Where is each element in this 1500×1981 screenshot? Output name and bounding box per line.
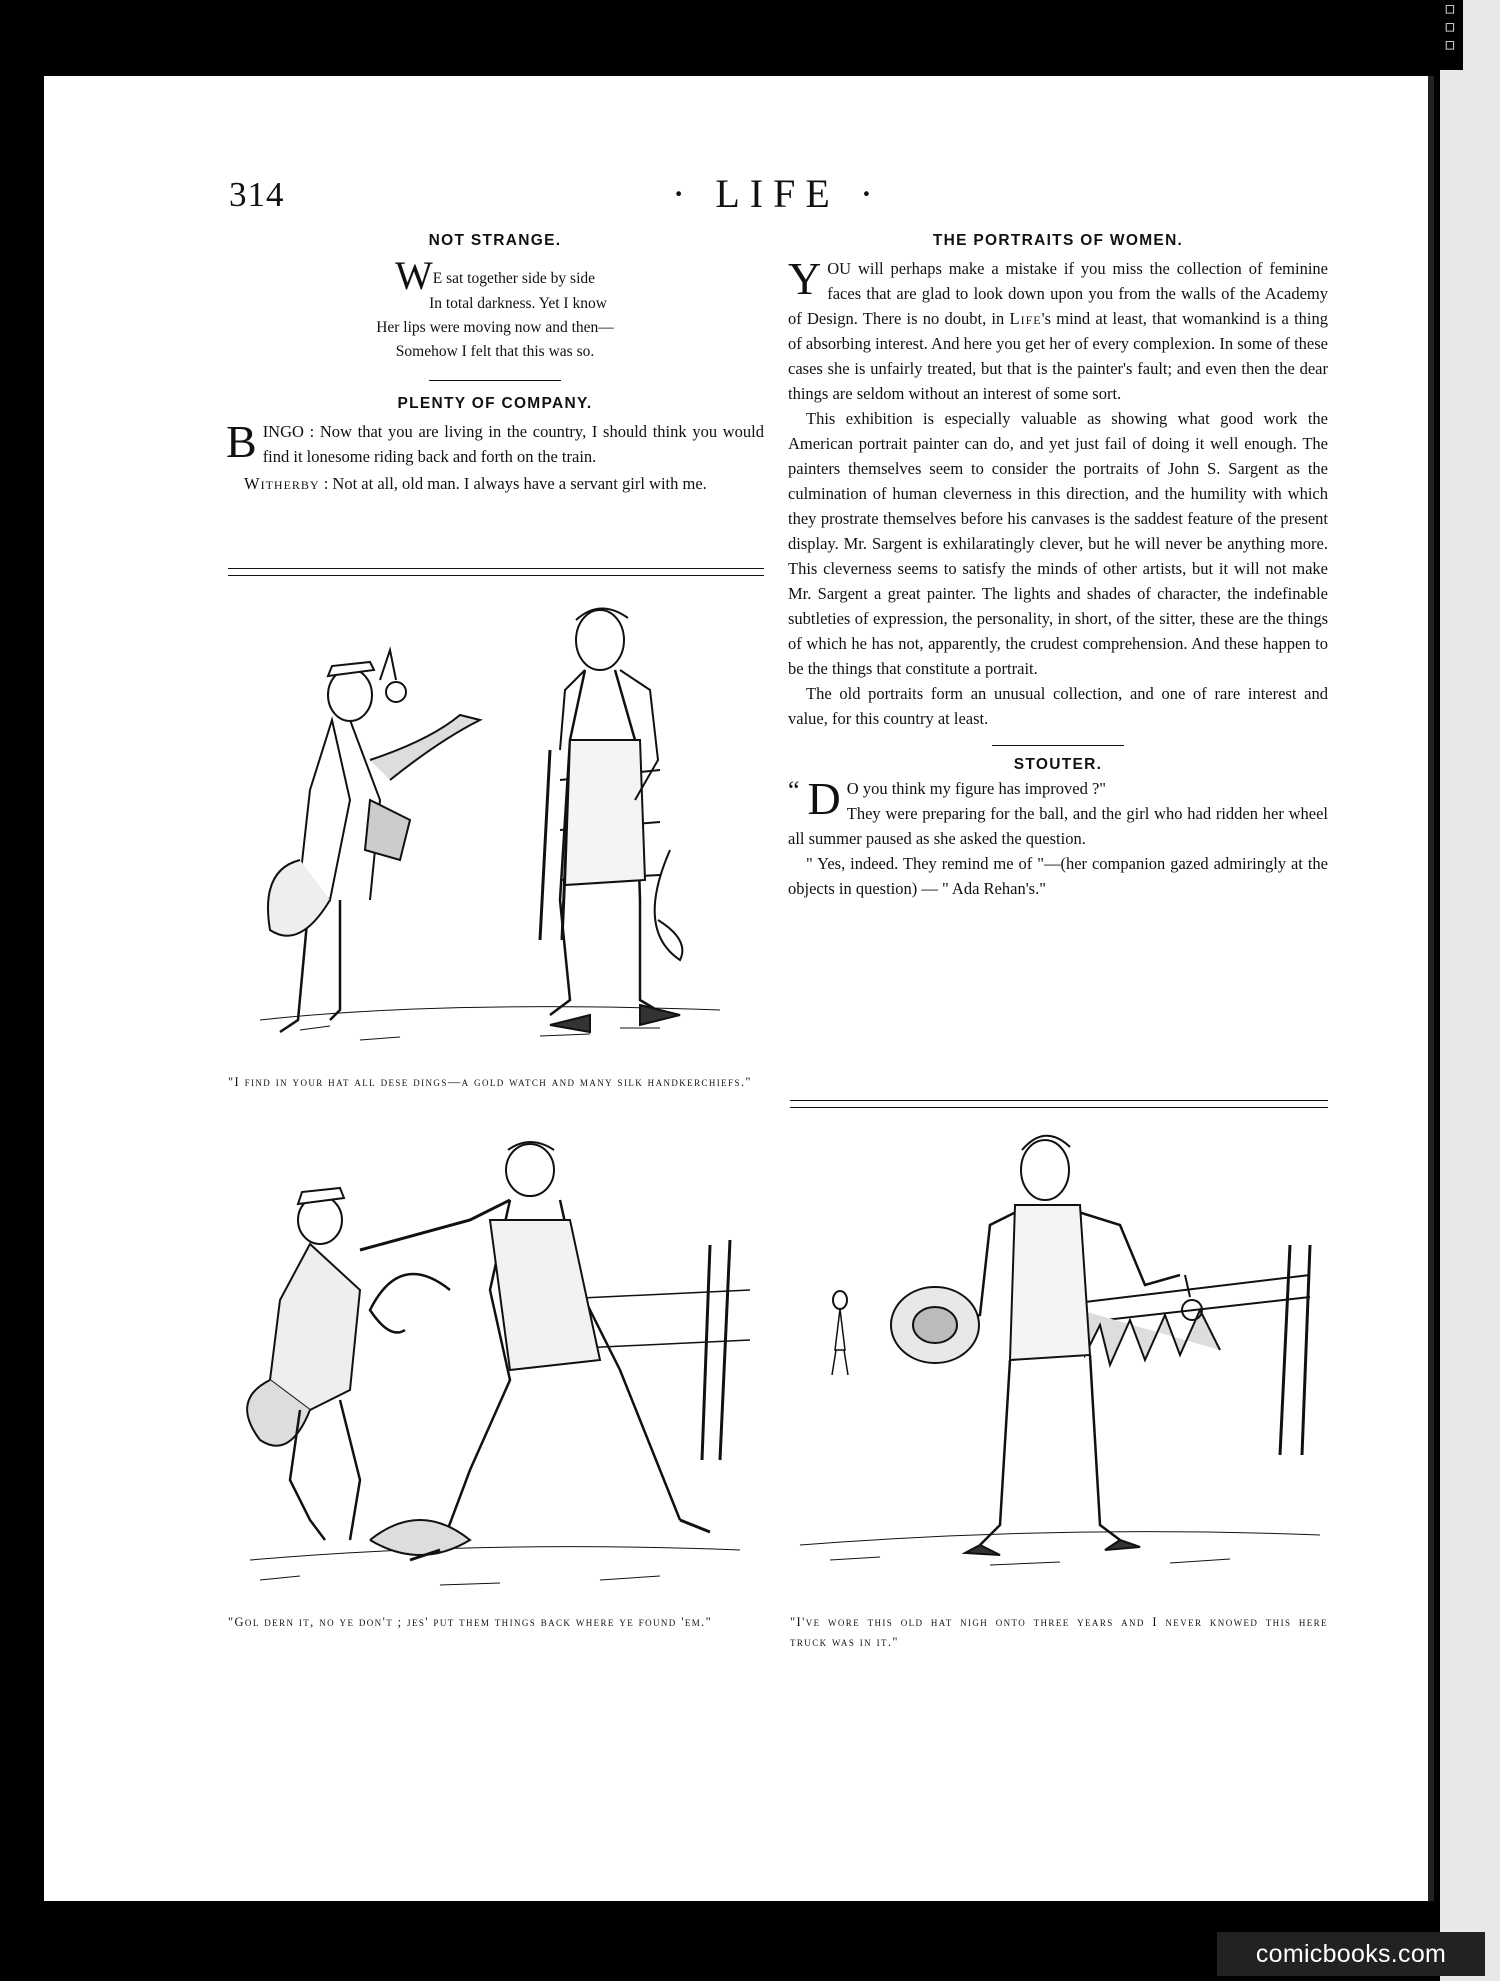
company-title: PLENTY OF COMPANY. <box>397 395 593 412</box>
illustration-tramp-and-farmer-2 <box>240 1140 760 1600</box>
stouter-paragraph-2: " Yes, indeed. They remind me of "—(her companion gazed admiringly at the objects in question) — " Ada Rehan's." <box>788 854 1328 898</box>
stouter-title: STOUTER. <box>1013 756 1103 773</box>
portraits-dropcap: Y <box>788 253 822 304</box>
magazine-title: · LIFE · <box>672 171 884 216</box>
poem-line-1: E sat together side by side <box>432 270 596 287</box>
stouter-dropcap: D <box>807 773 841 824</box>
portraits-paragraph-3: The old portraits form an unusual collection, and one of rare interest and value, for this country at least. <box>788 684 1328 728</box>
company-paragraph-1: BINGO : Now that you are living in the country, I should think you would find it lonesome riding back and forth on the train. <box>226 416 764 467</box>
left-column <box>226 232 764 496</box>
stouter-paragraph-1: “ D O you think my figure has improved ?" They were preparing for the ball, and the girl who had ridden her wheel all summer paused as she asked the question. <box>788 773 1328 848</box>
speaker-name: Witherby <box>244 474 320 493</box>
poem-line-4: Somehow I felt that this was so. <box>395 343 595 360</box>
company-paragraph-2: Witherby : Not at all, old man. I always have a servant girl with me. <box>244 474 707 493</box>
watermark: comicbooks.com <box>1217 1932 1485 1976</box>
illustration-tramp-and-farmer-1 <box>240 600 760 1060</box>
double-rule-left <box>228 568 764 576</box>
caption-1: "I find in your hat all dese dings—a gold watch and many silk handkerchiefs." <box>228 1075 752 1089</box>
illustration-farmer-with-hat <box>790 1125 1330 1595</box>
facing-page-edge <box>1440 0 1500 1981</box>
section-divider <box>992 745 1124 746</box>
poem-dropcap: W <box>394 253 433 298</box>
scan-margin-marks: □ □ □ <box>1437 0 1463 70</box>
page-gutter-line <box>1428 76 1434 1901</box>
portraits-title: THE PORTRAITS OF WOMEN. <box>932 232 1184 249</box>
company-dropcap: B <box>226 416 257 467</box>
portraits-paragraph-1: YOU will perhaps make a mistake if you miss the collection of feminine faces that are glad to look down upon you from the walls of the Academy of Design. There is no doubt, in Life's mind at least, that womankind is a thing of absorbing interest. And here you get her of every complexion. In some of these cases she is unfairly treated, but that is the painter's fault; and even then the dear things are seldom without an interest of some sort. <box>788 253 1328 403</box>
caption-3: "I've wore this old hat nigh onto three years and I never knowed this here truck was in it." <box>790 1615 1328 1649</box>
portraits-paragraph-2: This exhibition is especially valuable as showing what good work the American portrait painter can do, and yet just fail of doing it well enough. The painters themselves seem to consider the portraits of John S. Sargent as the culmination of human cleverness in this direction, and the humility with which they prostrate themselves before his canvases is the saddest feature of the present display. Mr. Sargent is exhilaratingly clever, but he will never be anything more. This cleverness seems to satisfy the minds of other artists, but it will not make Mr. Sargent a great painter. The lights and shades of character, the indefinable subtleties of expression, the personality, in short, of the sitter, these are the things of which he has not, apparently, the crudest comprehension. And these happen to be the things that constitute a portrait. <box>788 409 1328 678</box>
poem <box>226 253 764 364</box>
poem-line-3: Her lips were moving now and then— <box>376 319 614 336</box>
poem-line-2: In total darkness. Yet I know <box>429 295 607 312</box>
section-divider <box>429 380 561 381</box>
double-rule-right <box>790 1100 1328 1108</box>
poem-title: NOT STRANGE. <box>428 232 562 249</box>
page-number: 314 <box>229 175 285 214</box>
caption-2: "Gol dern it, no ye don't ; jes' put them things back where ye found 'em." <box>228 1615 713 1629</box>
right-column <box>788 232 1328 901</box>
